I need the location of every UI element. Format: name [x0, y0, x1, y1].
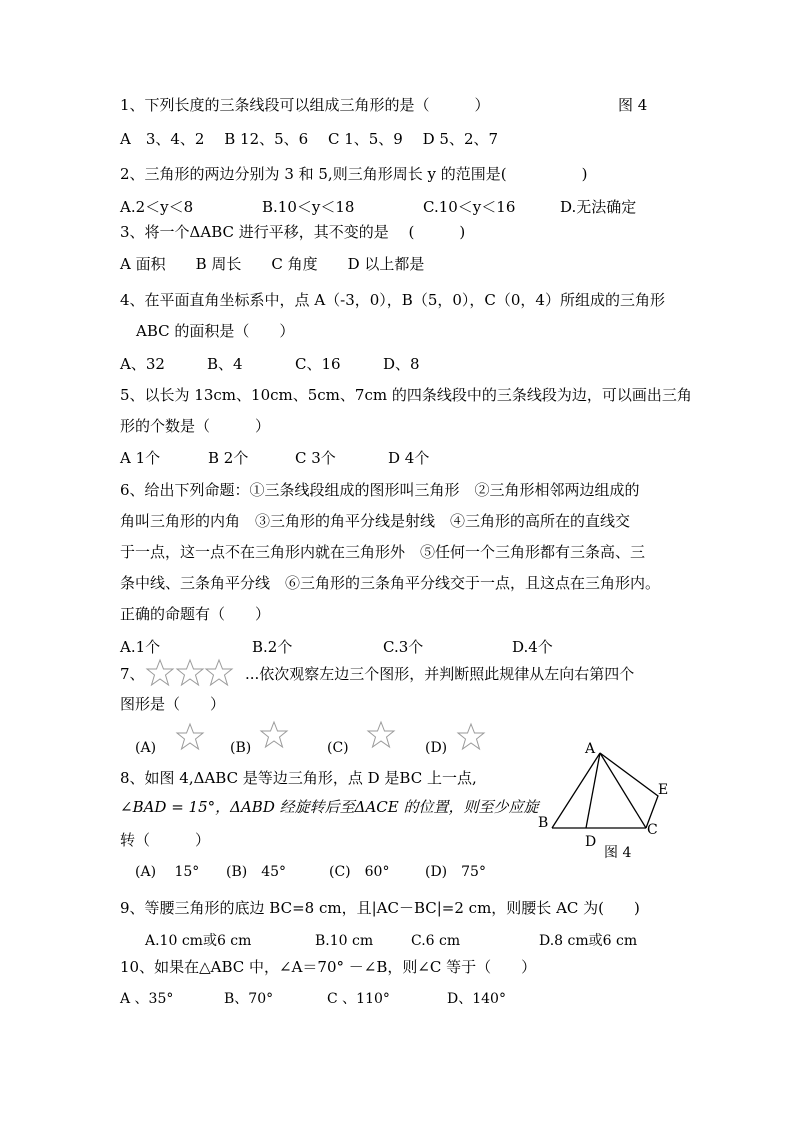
- q4-option-a: A、32: [120, 355, 165, 373]
- q8-option-c: (C) 60°: [329, 864, 390, 880]
- figure-label-b: B: [538, 815, 549, 831]
- q7-option-b: (B): [230, 740, 252, 756]
- star-icon: [145, 658, 175, 692]
- q6-option-c: C.3个: [383, 638, 424, 656]
- q4-option-d: D、8: [383, 355, 420, 373]
- q5-option-c: C 3个: [295, 449, 336, 467]
- q8-option-a: (A) 15°: [135, 864, 200, 880]
- q7-line1: ...依次观察左边三个图形，并判断照此规律从左向右第四个: [245, 665, 635, 683]
- q10-text: 10、如果在△ABC 中，∠A＝70° －∠B，则∠C 等于（ ）: [120, 958, 537, 976]
- q8-option-b: (B) 45°: [226, 864, 287, 880]
- q8-line1: 8、如图 4,ΔABC 是等边三角形，点 D 是BC 上一点,: [120, 769, 477, 787]
- star-icon: [259, 720, 289, 754]
- q5-option-d: D 4个: [388, 449, 430, 467]
- q4-line2: ABC 的面积是（ ）: [136, 322, 295, 340]
- figure-label-a: A: [585, 741, 596, 757]
- q4-option-c: C、16: [295, 355, 341, 373]
- q3-options: A 面积 B 周长 C 角度 D 以上都是: [120, 255, 425, 273]
- q2-option-d: D.无法确定: [560, 198, 637, 216]
- q7-option-a: (A): [135, 740, 157, 756]
- q4-line1: 4、在平面直角坐标系中，点 A（-3，0），B（5，0），C（0，4）所组成的三角形: [120, 291, 665, 309]
- q6-line4: 条中线、三条角平分线 ⑥三角形的三条角平分线交于一点，且这点在三角形内。: [120, 574, 661, 592]
- q7-option-c: (C): [327, 740, 349, 756]
- q9-text: 9、等腰三角形的底边 BC=8 cm，且|AC－BC|=2 cm，则腰长 AC 为( ): [120, 899, 640, 917]
- figure-label-d: D: [585, 834, 597, 850]
- q1-options: A 3、4、2 B 12、5、6 C 1、5、9 D 5、2、7: [120, 130, 499, 148]
- q6-option-b: B.2个: [252, 638, 293, 656]
- segment-ac: [600, 753, 646, 828]
- q2-text: 2、三角形的两边分别为 3 和 5,则三角形周长 y 的范围是( ): [120, 165, 588, 183]
- q7-prefix: 7、: [120, 665, 145, 683]
- figure-4-triangle: [540, 740, 680, 860]
- q1-text: 1、下列长度的三条线段可以组成三角形的是（ ）: [120, 96, 490, 114]
- star-icon: [175, 658, 205, 692]
- figure-label-c: C: [647, 822, 658, 838]
- q6-line3: 于一点，这一点不在三角形内就在三角形外 ⑤任何一个三角形都有三条高、三: [120, 543, 646, 561]
- q10-option-d: D、140°: [447, 991, 506, 1007]
- q7-option-d: (D): [425, 740, 448, 756]
- q10-option-a: A 、35°: [120, 991, 174, 1007]
- star-icon: [456, 722, 486, 756]
- q1-figure-ref: 图 4: [618, 96, 648, 114]
- q10-option-c: C 、110°: [327, 991, 390, 1007]
- q10-option-b: B、70°: [224, 991, 274, 1007]
- q5-option-b: B 2个: [208, 449, 249, 467]
- q9-option-c: C.6 cm: [411, 933, 461, 949]
- star-icon: [366, 720, 396, 754]
- q5-option-a: A 1个: [120, 449, 161, 467]
- q9-option-b: B.10 cm: [315, 933, 374, 949]
- q6-line2: 角叫三角形的内角 ③三角形的角平分线是射线 ④三角形的高所在的直线交: [120, 512, 631, 530]
- star-icon: [204, 658, 234, 692]
- q6-line1: 6、给出下列命题：①三条线段组成的图形叫三角形 ②三角形相邻两边组成的: [120, 481, 640, 499]
- q3-text: 3、将一个ΔABC 进行平移，其不变的是 ( ): [120, 223, 466, 241]
- q4-option-b: B、4: [207, 355, 243, 373]
- q7-line2: 图形是（ ）: [120, 695, 226, 713]
- q6-line5: 正确的命题有（ ）: [120, 605, 271, 623]
- q8-line2: ∠BAD = 15°，ΔABD 经旋转后至ΔACE 的位置，则至少应旋: [120, 798, 539, 816]
- q8-option-d: (D) 75°: [425, 864, 486, 880]
- q2-option-a: A.2＜y＜8: [120, 198, 194, 216]
- q2-option-c: C.10＜y＜16: [423, 198, 516, 216]
- q8-line3: 转（ ）: [120, 831, 211, 849]
- q6-option-a: A.1个: [120, 638, 161, 656]
- q2-option-b: B.10＜y＜18: [262, 198, 355, 216]
- q5-line1: 5、以长为 13cm、10cm、5cm、7cm 的四条线段中的三条线段为边，可以画出三角: [120, 386, 692, 404]
- q6-option-d: D.4个: [512, 638, 553, 656]
- q5-line2: 形的个数是（ ）: [120, 417, 271, 435]
- segment-ae-ec: [600, 753, 658, 828]
- figure-caption: 图 4: [604, 845, 632, 861]
- q9-option-d: D.8 cm或6 cm: [539, 933, 638, 949]
- q9-option-a: A.10 cm或6 cm: [145, 933, 252, 949]
- figure-label-e: E: [658, 782, 669, 798]
- star-icon: [175, 722, 205, 756]
